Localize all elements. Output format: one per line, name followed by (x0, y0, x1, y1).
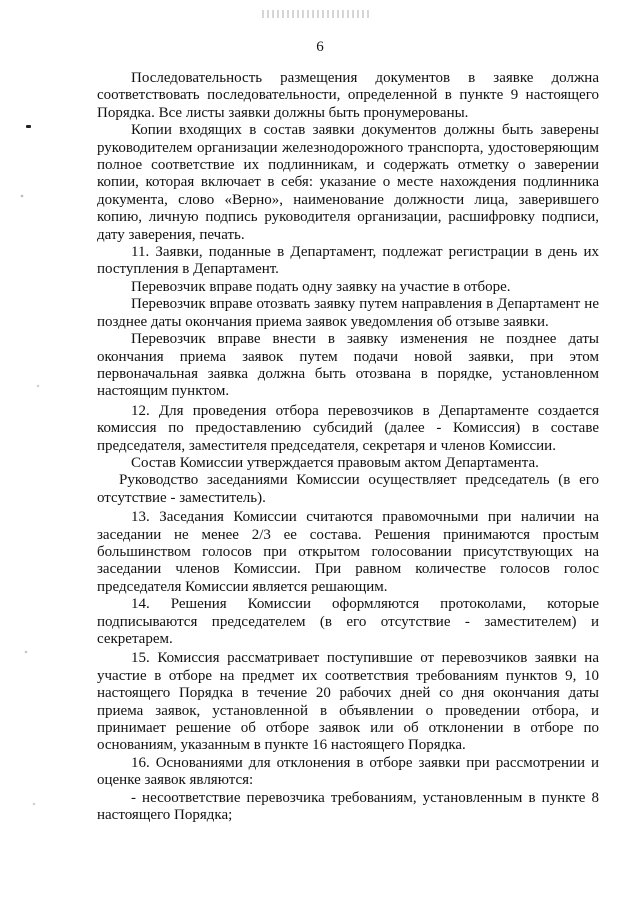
scan-speck-mark (26, 125, 31, 128)
paragraph-commission-chair: Руководство заседаниями Комиссии осуществляет председатель (в его отсутствие - заместитель). (97, 472, 599, 506)
paragraph-commission-composition: Состав Комиссии утверждается правовым актом Департамента. (131, 454, 539, 471)
scan-noise-artifact (262, 10, 372, 18)
paragraph-item-16-grounds: 16. Основаниями для отклонения в отборе заявки при рассмотрении и оценке заявок являются: (97, 754, 599, 789)
paragraph-withdraw-application: Перевозчик вправе отозвать заявку путем направления в Департамент не позднее даты окончания приема заявок уведомления об отзыве заявки. (97, 296, 599, 330)
paragraph-item-11-registration: 11. Заявки, поданные в Департамент, подлежат регистрации в день их поступления в Департамент. (97, 244, 599, 278)
paragraph-copies-certification: Копии входящих в состав заявки документов должны быть заверены руководителем организации железнодорожного транспорта, удостоверяющим полное соответствие их подлинникам, и содержать отметку о заверении копии, которая включает в себя: указание о месте нахождения подлинника документа, слово «Верно», наименование должности лица, заверившего копию, личную подпись руководителя организации, расшифровку подписи, дату заверения, печать. (97, 122, 599, 243)
document-body (97, 70, 599, 824)
paragraph-item-15-review: 15. Комиссия рассматривает поступившие от перевозчиков заявки на участие в отборе на предмет их соответствия требованиям пунктов 9, 10 настоящего Порядка в течение 20 рабочих дней со дня окончания даты приема заявок, установленной в объявлении о проведении отбора, и принимает решение об отборе заявок или об отклонении в отборе по основаниям, указанным в пункте 16 настоящего Порядка. (97, 650, 599, 754)
paragraph-one-application: Перевозчик вправе подать одну заявку на участие в отборе. (131, 278, 511, 295)
paragraph-item-13-quorum: 13. Заседания Комиссии считаются правомочными при наличии на заседании не менее 2/3 ее состава. Решения принимаются простым большинством голосов при открытом голосовании присутствующих на заседании членов Комиссии. При равном количестве голосов голос председателя Комиссии является решающим. (97, 509, 599, 595)
paragraph-item-12-commission: 12. Для проведения отбора перевозчиков в Департаменте создается комиссия по предоставлению субсидий (далее - Комиссия) в составе председателя, заместителя председателя, секретаря и членов Комиссии. (97, 402, 599, 454)
paragraph-amend-application: Перевозчик вправе внести в заявку изменения не позднее даты окончания приема заявок путем подачи новой заявки, при этом первоначальная заявка должна быть отозвана в порядке, установленном настоящим пунктом. (97, 331, 599, 400)
scan-specks-artifact (14, 120, 54, 880)
page-number: 6 (316, 39, 324, 55)
paragraph-item-14-protocols: 14. Решения Комиссии оформляются протоколами, которые подписываются председателем (в его отсутствие - заместителем) и секретарем. (97, 596, 599, 647)
paragraph-grounds-list-item: - несоответствие перевозчика требованиям, установленным в пункте 8 настоящего Порядка; (97, 789, 599, 824)
paragraph-document-sequence: Последовательность размещения документов в заявке должна соответствовать последовательности, определенной в пункте 9 настоящего Порядка. Все листы заявки должны быть пронумерованы. (97, 70, 599, 121)
